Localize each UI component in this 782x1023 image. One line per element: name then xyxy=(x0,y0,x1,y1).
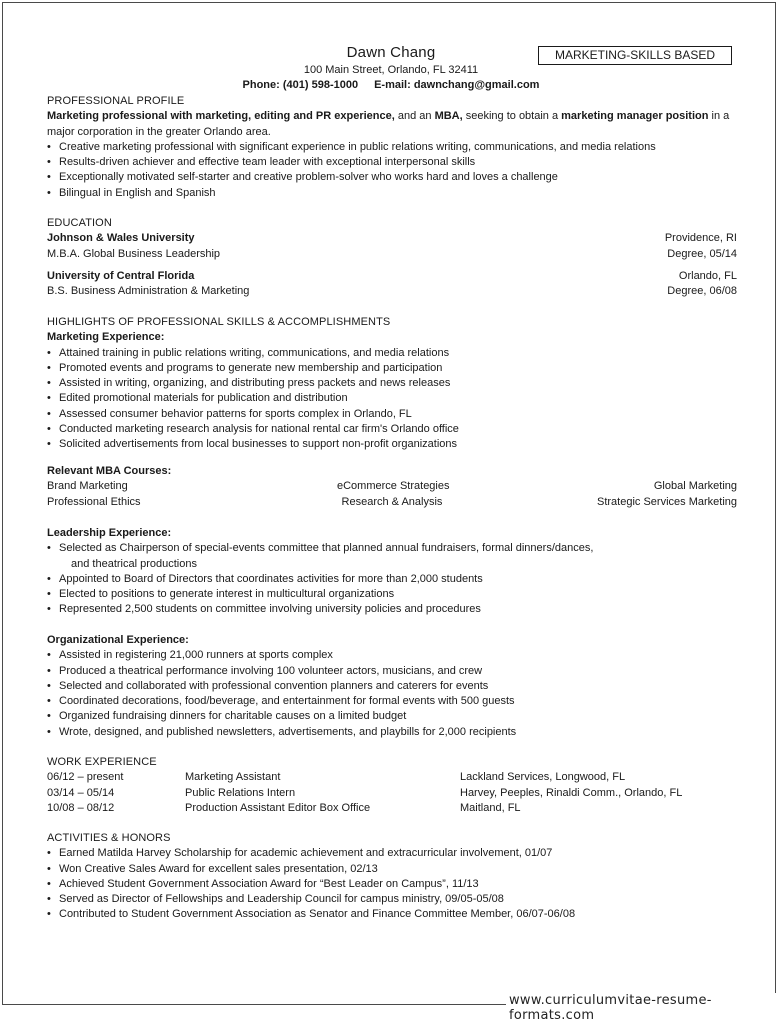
leadership-bullet: • Represented 2,500 students on committee involving university policies and procedures xyxy=(47,602,737,617)
job-place: Harvey, Peeples, Rinaldi Comm., Orlando, FL xyxy=(460,786,683,799)
organizational-section xyxy=(47,633,737,740)
highlights-section xyxy=(47,315,737,453)
job-title: Public Relations Intern xyxy=(185,786,296,799)
degree-name: M.B.A. Global Business Leadership xyxy=(47,247,221,260)
organizational-bullet: • Coordinated decorations, food/beverage, and entertainment for formal events with 500 guests xyxy=(47,694,737,709)
marketing-bullet: • Conducted marketing research analysis for national rental car firm's Orlando office xyxy=(47,422,737,437)
leadership-bullet: • Appointed to Board of Directors that coordinates activities for more than 2,000 students xyxy=(47,572,737,587)
marketing-bullet: • Attained training in public relations writing, communications, and media relations xyxy=(47,346,737,361)
address: 100 Main Street, Orlando, FL 32411 xyxy=(303,64,479,76)
course: Professional Ethics xyxy=(47,495,141,508)
profile-heading: PROFESSIONAL PROFILE xyxy=(47,95,185,107)
profile-intro-bold-3: marketing manager position xyxy=(561,110,709,123)
education-section xyxy=(47,216,737,299)
job-title: Marketing Assistant xyxy=(185,771,281,784)
degree-row xyxy=(47,247,737,262)
profile-intro-text-3: in a xyxy=(708,110,730,123)
organizational-bullet: • Assisted in registering 21,000 runners at sports complex xyxy=(47,648,737,663)
job-row xyxy=(47,801,737,816)
job-row xyxy=(47,770,737,785)
courses-row xyxy=(47,495,737,510)
leadership-section xyxy=(47,526,737,618)
profile-section xyxy=(47,94,737,201)
marketing-bullet: • Solicited advertisements from local businesses to support non-profit organizations xyxy=(47,437,737,452)
profile-intro-text-1: and an xyxy=(394,110,435,123)
profile-bullet: • Exceptionally motivated self-starter and creative problem-solver who works hard and loves a challenge xyxy=(47,170,737,185)
degree-name: B.S. Business Administration & Marketing xyxy=(47,285,250,298)
job-place: Maitland, FL xyxy=(460,801,521,814)
website-watermark: www.curriculumvitae-resume-formats.com xyxy=(506,993,782,1023)
profile-intro-line-2: major corporation in the greater Orlando area. xyxy=(47,125,271,138)
job-place: Lackland Services, Longwood, FL xyxy=(460,771,626,784)
profile-bullet: • Creative marketing professional with significant experience in public relations writing, communications, and media relations xyxy=(47,140,737,155)
marketing-bullet: • Assessed consumer behavior patterns for sports complex in Orlando, FL xyxy=(47,407,737,422)
contact-line xyxy=(0,79,782,91)
activity-bullet: • Achieved Student Government Association Award for “Best Leader on Campus”, 11/13 xyxy=(47,877,737,892)
organizational-title: Organizational Experience: xyxy=(47,634,189,646)
phone: Phone: (401) 598-1000 xyxy=(242,79,359,91)
marketing-bullet: • Assisted in writing, organizing, and distributing press packets and news releases xyxy=(47,376,737,391)
work-section xyxy=(47,755,737,816)
course: eCommerce Strategies xyxy=(337,480,450,493)
profile-intro-text-2: seeking to obtain a xyxy=(462,110,562,123)
profile-intro xyxy=(47,109,737,124)
resume-type-tag: MARKETING-SKILLS BASED xyxy=(538,46,732,65)
highlights-heading: HIGHLIGHTS OF PROFESSIONAL SKILLS & ACCOMPLISHMENTS xyxy=(47,316,391,328)
profile-intro-bold-1: Marketing professional with marketing, editing and PR experience, xyxy=(47,110,395,123)
degree-date: Degree, 05/14 xyxy=(667,247,737,260)
course: Global Marketing xyxy=(653,480,737,493)
course: Strategic Services Marketing xyxy=(597,495,737,508)
school-row xyxy=(47,231,737,246)
organizational-bullet: • Organized fundraising dinners for charitable causes on a limited budget xyxy=(47,709,737,724)
activity-bullet: • Served as Director of Fellowships and Leadership Council for campus ministry, 09/05-05/08 xyxy=(47,892,737,907)
school-location: Providence, RI xyxy=(664,232,737,245)
job-row xyxy=(47,786,737,801)
work-heading: WORK EXPERIENCE xyxy=(47,756,157,768)
leadership-bullet: • Elected to positions to generate interest in multicultural organizations xyxy=(47,587,737,602)
job-dates: 10/08 – 08/12 xyxy=(47,801,115,814)
courses-title: Relevant MBA Courses: xyxy=(47,465,172,477)
degree-date: Degree, 06/08 xyxy=(667,285,737,298)
leadership-title: Leadership Experience: xyxy=(47,527,172,539)
marketing-bullet: • Promoted events and programs to generate new membership and participation xyxy=(47,361,737,376)
school-name: University of Central Florida xyxy=(47,269,195,282)
courses-section xyxy=(47,464,737,510)
job-dates: 03/14 – 05/14 xyxy=(47,786,115,799)
profile-bullet: • Results-driven achiever and effective team leader with exceptional interpersonal skills xyxy=(47,155,737,170)
leadership-bullet: • Selected as Chairperson of special-events committee that planned annual fundraisers, formal dinners/dances, xyxy=(47,541,737,556)
profile-bullet: • Bilingual in English and Spanish xyxy=(47,186,737,201)
education-heading: EDUCATION xyxy=(47,217,112,229)
activity-bullet: • Earned Matilda Harvey Scholarship for academic achievement and extracurricular involvement, 01/07 xyxy=(47,846,737,861)
activity-bullet: • Contributed to Student Government Association as Senator and Finance Committee Member, 06/07-06/08 xyxy=(47,907,737,922)
school-location: Orlando, FL xyxy=(678,269,737,282)
job-title: Production Assistant Editor Box Office xyxy=(185,801,371,814)
activity-bullet: • Won Creative Sales Award for excellent sales presentation, 02/13 xyxy=(47,862,737,877)
profile-intro-bold-2: MBA, xyxy=(434,110,463,123)
organizational-bullet: • Produced a theatrical performance involving 100 volunteer actors, musicians, and crew xyxy=(47,664,737,679)
school-name: Johnson & Wales University xyxy=(47,232,195,245)
email: E-mail: dawnchang@gmail.com xyxy=(374,79,540,91)
candidate-name: Dawn Chang xyxy=(346,44,436,61)
marketing-bullet: • Edited promotional materials for publication and distribution xyxy=(47,391,737,406)
school-row xyxy=(47,269,737,284)
degree-row xyxy=(47,284,737,299)
job-dates: 06/12 – present xyxy=(47,771,124,784)
activities-section xyxy=(47,831,737,923)
course: Research & Analysis xyxy=(341,495,443,508)
marketing-experience-title: Marketing Experience: xyxy=(47,331,165,344)
organizational-bullet: • Selected and collaborated with professional convention planners and caterers for events xyxy=(47,679,737,694)
activities-heading: ACTIVITIES & HONORS xyxy=(47,832,171,844)
course: Brand Marketing xyxy=(47,480,128,493)
leadership-bullet-continued: and theatrical productions xyxy=(71,557,197,570)
courses-row xyxy=(47,479,737,494)
organizational-bullet: • Wrote, designed, and published newsletters, advertisements, and playbills for 2,000 recipients xyxy=(47,725,737,740)
